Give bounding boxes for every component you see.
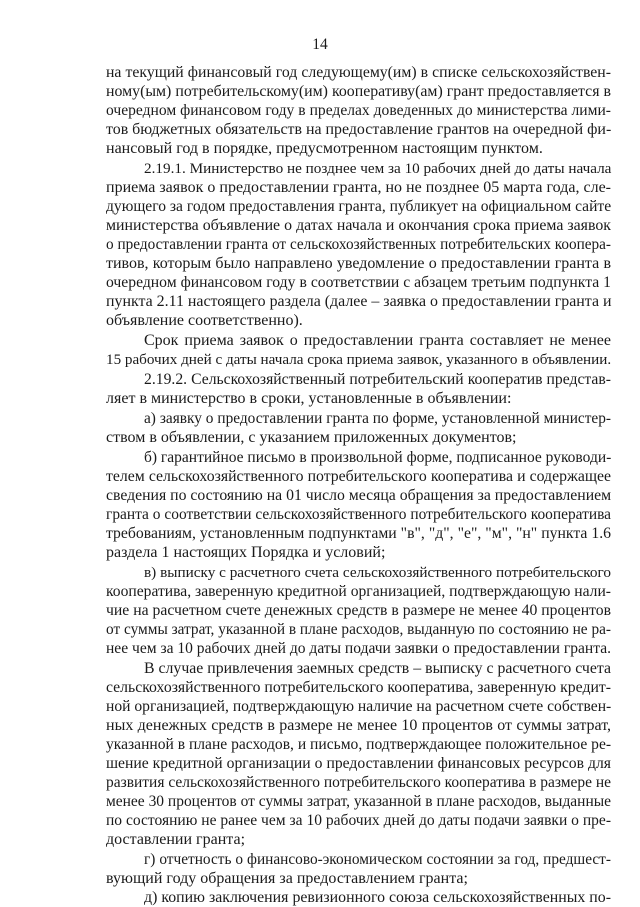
text-line: по состоянию не ранее чем за 10 рабочих дней до даты подачи заявки о пре- (106, 812, 611, 829)
text-line: менее 30 процентов от суммы затрат, указанной в плане расходов, выданные (106, 793, 611, 810)
text-line: ством в объявлении, с указанием приложенных документов; (106, 429, 517, 446)
page-number: 14 (312, 36, 328, 53)
text-line: министерства объявление о датах начала и окончания срока приема заявок (106, 217, 611, 234)
text-line: на текущий финансовый год следующему(им) в списке сельскохозяйствен- (106, 64, 611, 81)
text-line: от суммы затрат, указанной в плане расходов, выданную по состоянию не ра- (106, 621, 612, 638)
text-line: в) выписку с расчетного счета сельскохозяйственного потребительского (144, 564, 611, 581)
text-line: о предоставлении гранта от сельскохозяйственных потребительских коопера- (106, 236, 611, 253)
text-line: приема заявок о предоставлении гранта, но не позднее 05 марта года, сле- (106, 179, 611, 196)
text-line: ному(ым) потребительскому(им) кооперативу(ам) грант предоставляется в (106, 83, 611, 100)
text-line: гранта о соответствии сельскохозяйственного потребительского кооператива (106, 506, 611, 523)
text-line: В случае привлечения заемных средств – выписку с расчетного счета (144, 660, 611, 677)
text-line: б) гарантийное письмо в произвольной форме, подписанное руководи- (144, 449, 612, 466)
text-line: очередном финансовом году в соответствии с абзацем третьим подпункта 1 (106, 274, 611, 291)
text-line: дующего за годом предоставления гранта, публикует на официальном сайте (106, 198, 612, 215)
text-line: чие на расчетном счете денежных средств в размере не менее 40 процентов (106, 602, 611, 619)
text-line: 15 рабочих дней с даты начала срока приема заявок, указанного в объявлении. (106, 352, 612, 368)
text-line: раздела 1 настоящих Порядка и условий; (106, 544, 386, 561)
text-line: объявление соответственно). (106, 312, 303, 329)
text-line: Срок приема заявок о предоставлении гранта составляет не менее (144, 332, 611, 349)
text-line: 2.19.2. Сельскохозяйственный потребительский кооператив представ- (144, 371, 611, 388)
text-line: кооператива, заверенную кредитной организацией, подтверждающую нали- (106, 583, 611, 600)
text-line: тивов, которым было направлено уведомление о предоставлении гранта в (106, 255, 611, 272)
text-line: доставлении гранта; (106, 831, 246, 848)
text-line: 2.19.1. Министерство не позднее чем за 10 рабочих дней до даты начала (144, 160, 612, 177)
text-line: а) заявку о предоставлении гранта по форме, установленной министер- (144, 410, 611, 427)
text-line: тов бюджетных обязательств на предоставление грантов на очередной фи- (106, 121, 612, 138)
text-line: ных денежных средств в размере не менее 10 процентов от суммы затрат, (106, 717, 611, 734)
text-line: развития сельскохозяйственного потребительского кооператива в размере не (106, 774, 612, 791)
text-line: нее чем за 10 рабочих дней до даты подачи заявки о предоставлении гранта. (106, 640, 611, 657)
text-line: вующий году обращения за предоставлением гранта; (106, 870, 468, 887)
text-line: требованиям, установленным подпунктами "в", "д", "е", "м", "н" пункта 1.6 (106, 525, 611, 542)
text-line: ляет в министерство в сроки, установленные в объявлении: (106, 390, 512, 407)
text-line: шение кредитной организации о предоставлении финансовых ресурсов для (106, 755, 611, 772)
text-line: указанной в плане расходов, и письмо, подтверждающее положительное ре- (106, 736, 612, 753)
text-line: д) копию заключения ревизионного союза сельскохозяйственных по- (144, 889, 611, 906)
text-line: телем сельскохозяйственного потребительского кооператива и содержащее (106, 468, 611, 485)
text-line: нансовый год в порядке, предусмотренном настоящим пунктом. (106, 140, 543, 157)
text-line: пункта 2.11 настоящего раздела (далее – заявка о предоставлении гранта и (106, 293, 612, 310)
text-line: г) отчетность о финансово-экономическом состоянии за год, предшест- (144, 851, 611, 868)
text-line: очередном финансовом году в пределах доведенных до министерства лими- (106, 102, 611, 119)
text-line: сведения по состоянию на 01 число месяца обращения за предоставлением (106, 487, 612, 504)
text-line: ной организацией, подтверждающую наличие на расчетном счете собствен- (106, 698, 612, 715)
text-line: сельскохозяйственного потребительского кооператива, заверенную кредит- (106, 679, 612, 696)
